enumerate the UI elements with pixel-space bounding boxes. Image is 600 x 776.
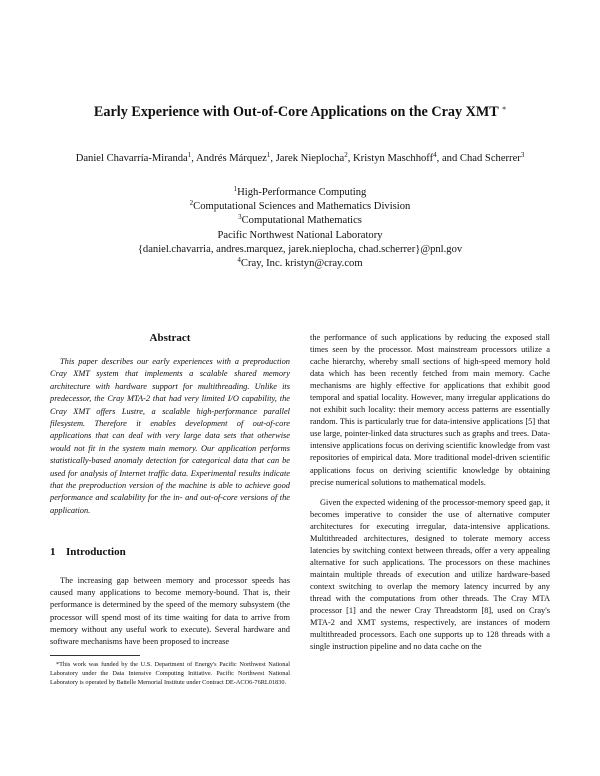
abstract-section	[50, 332, 290, 517]
affiliation-line: $^1$High-Performance Computing	[233, 185, 367, 198]
email-line: {daniel.chavarria, andres.marquez, jarek.nieplocha, chad.scherrer}@pnl.gov	[137, 243, 463, 255]
section-title: Introduction	[66, 546, 126, 558]
right-column	[310, 332, 550, 653]
affiliation-line: $^3$Computational Mathematics	[238, 213, 362, 227]
author-list	[48, 151, 552, 166]
body-paragraph: the performance of such applications by reducing the exposed stall times seen by the processor. Most mainstream processors utilize a cache hierarchy, whereby small sections of high-speed memory hold data which has been recently fetched from main memory. Cache mechanisms are highly effective for applications that exhibit good temporal and spatial locality. However, many irregular applications do not exhibit such locality: their memory access patterns are essentially random. This is particularly true for data-intensive applications [5] that use large, pointer-linked data structures such as graphs and trees. Data-intensive applications focus on deriving scientific knowledge from vast repositories of empirical data. More traditional model-driven scientific applications focus on deriving scientific knowledge by obtaining precise numerical solutions to mathematical models.	[310, 333, 550, 487]
intro-paragraph: The increasing gap between memory and processor speeds has caused many applications to become memory-bound. That is, their performance is determined by the speed of the memory subsystem (the processor will spend most of its time waiting for data to arrive from memory without any useful work to execute). Several hardware and software mechanisms have been proposed to increase	[50, 576, 290, 647]
author: Chad Scherrer$^3$	[459, 151, 525, 164]
affiliation-line: $^2$Computational Sciences and Mathematics Division	[189, 199, 411, 213]
author: Jarek Nieplocha$^2$,	[275, 151, 354, 164]
title-text: Early Experience with Out-of-Core Applications on the Cray XMT	[93, 104, 499, 120]
author: Daniel Chavarría-Miranda$^1$,	[75, 151, 196, 164]
section-heading-introduction	[50, 546, 126, 558]
footnote: *This work was funded by the U.S. Department of Energy's Pacific Northwest National Laboratory under the Data Intensive Computing Initiative. Pacific Northwest National Laboratory is operated by Battelle Memorial Institute under Contract DE-ACO6-76RL01830.	[50, 661, 290, 686]
abstract-body: This paper describes our early experiences with a preproduction Cray XMT system that implements a scalable shared memory architecture with hardware support for multithreading. Unlike its predecessor, the Cray MTA-2 that had very limited I/O capability, the Cray XMT offers Lustre, a scalable high-performance parallel filesystem. Therefore it enables development of out-of-core applications that can deal with very large data sets that otherwise would not fit in the system main memory. Our application performs statistically-based anomaly detection for categorical data that can be used for analysis of Internet traffic data. Experimental results indicate that the preproduction version of the machine is able to achieve good performance and scalability for the in- and out-of-core versions of the application.	[50, 357, 290, 515]
abstract-heading: Abstract	[149, 332, 191, 344]
author: Kristyn Maschhoff$^4$, and	[353, 151, 460, 164]
affiliation-list	[60, 186, 540, 271]
affiliation-line: Pacific Northwest National Laboratory	[217, 229, 383, 241]
affiliation-line: $^4$Cray, Inc. kristyn@cray.com	[237, 256, 363, 270]
footnote-divider	[50, 655, 140, 656]
body-paragraph: Given the expected widening of the processor-memory speed gap, it becomes imperative to consider the use of alternative computer architectures for executing irregular, data-intensive applications. Multithreaded architectures, designed to tolerate memory access latencies by switching context between threads, offer a very appealing alternative for such applications. The processors on these machines maintain multiple threads of execution and utilize hardware-based context switching to overlap the memory latency incurred by any thread with the computations from other threads. The Cray MTA processor [1] and the newer Cray Threadstorm [8], used on Cray's MTA-2 and XMT systems, respectively, are instances of modern multithreaded processors. Each one supports up to 128 threads with a single instruction pipeline and no data cache on the	[310, 497, 550, 652]
author: Andrés Márquez$^1$,	[195, 151, 276, 164]
title-footnote-mark: *	[502, 105, 507, 114]
paper-title	[40, 104, 560, 121]
section-number: 1	[50, 546, 56, 558]
